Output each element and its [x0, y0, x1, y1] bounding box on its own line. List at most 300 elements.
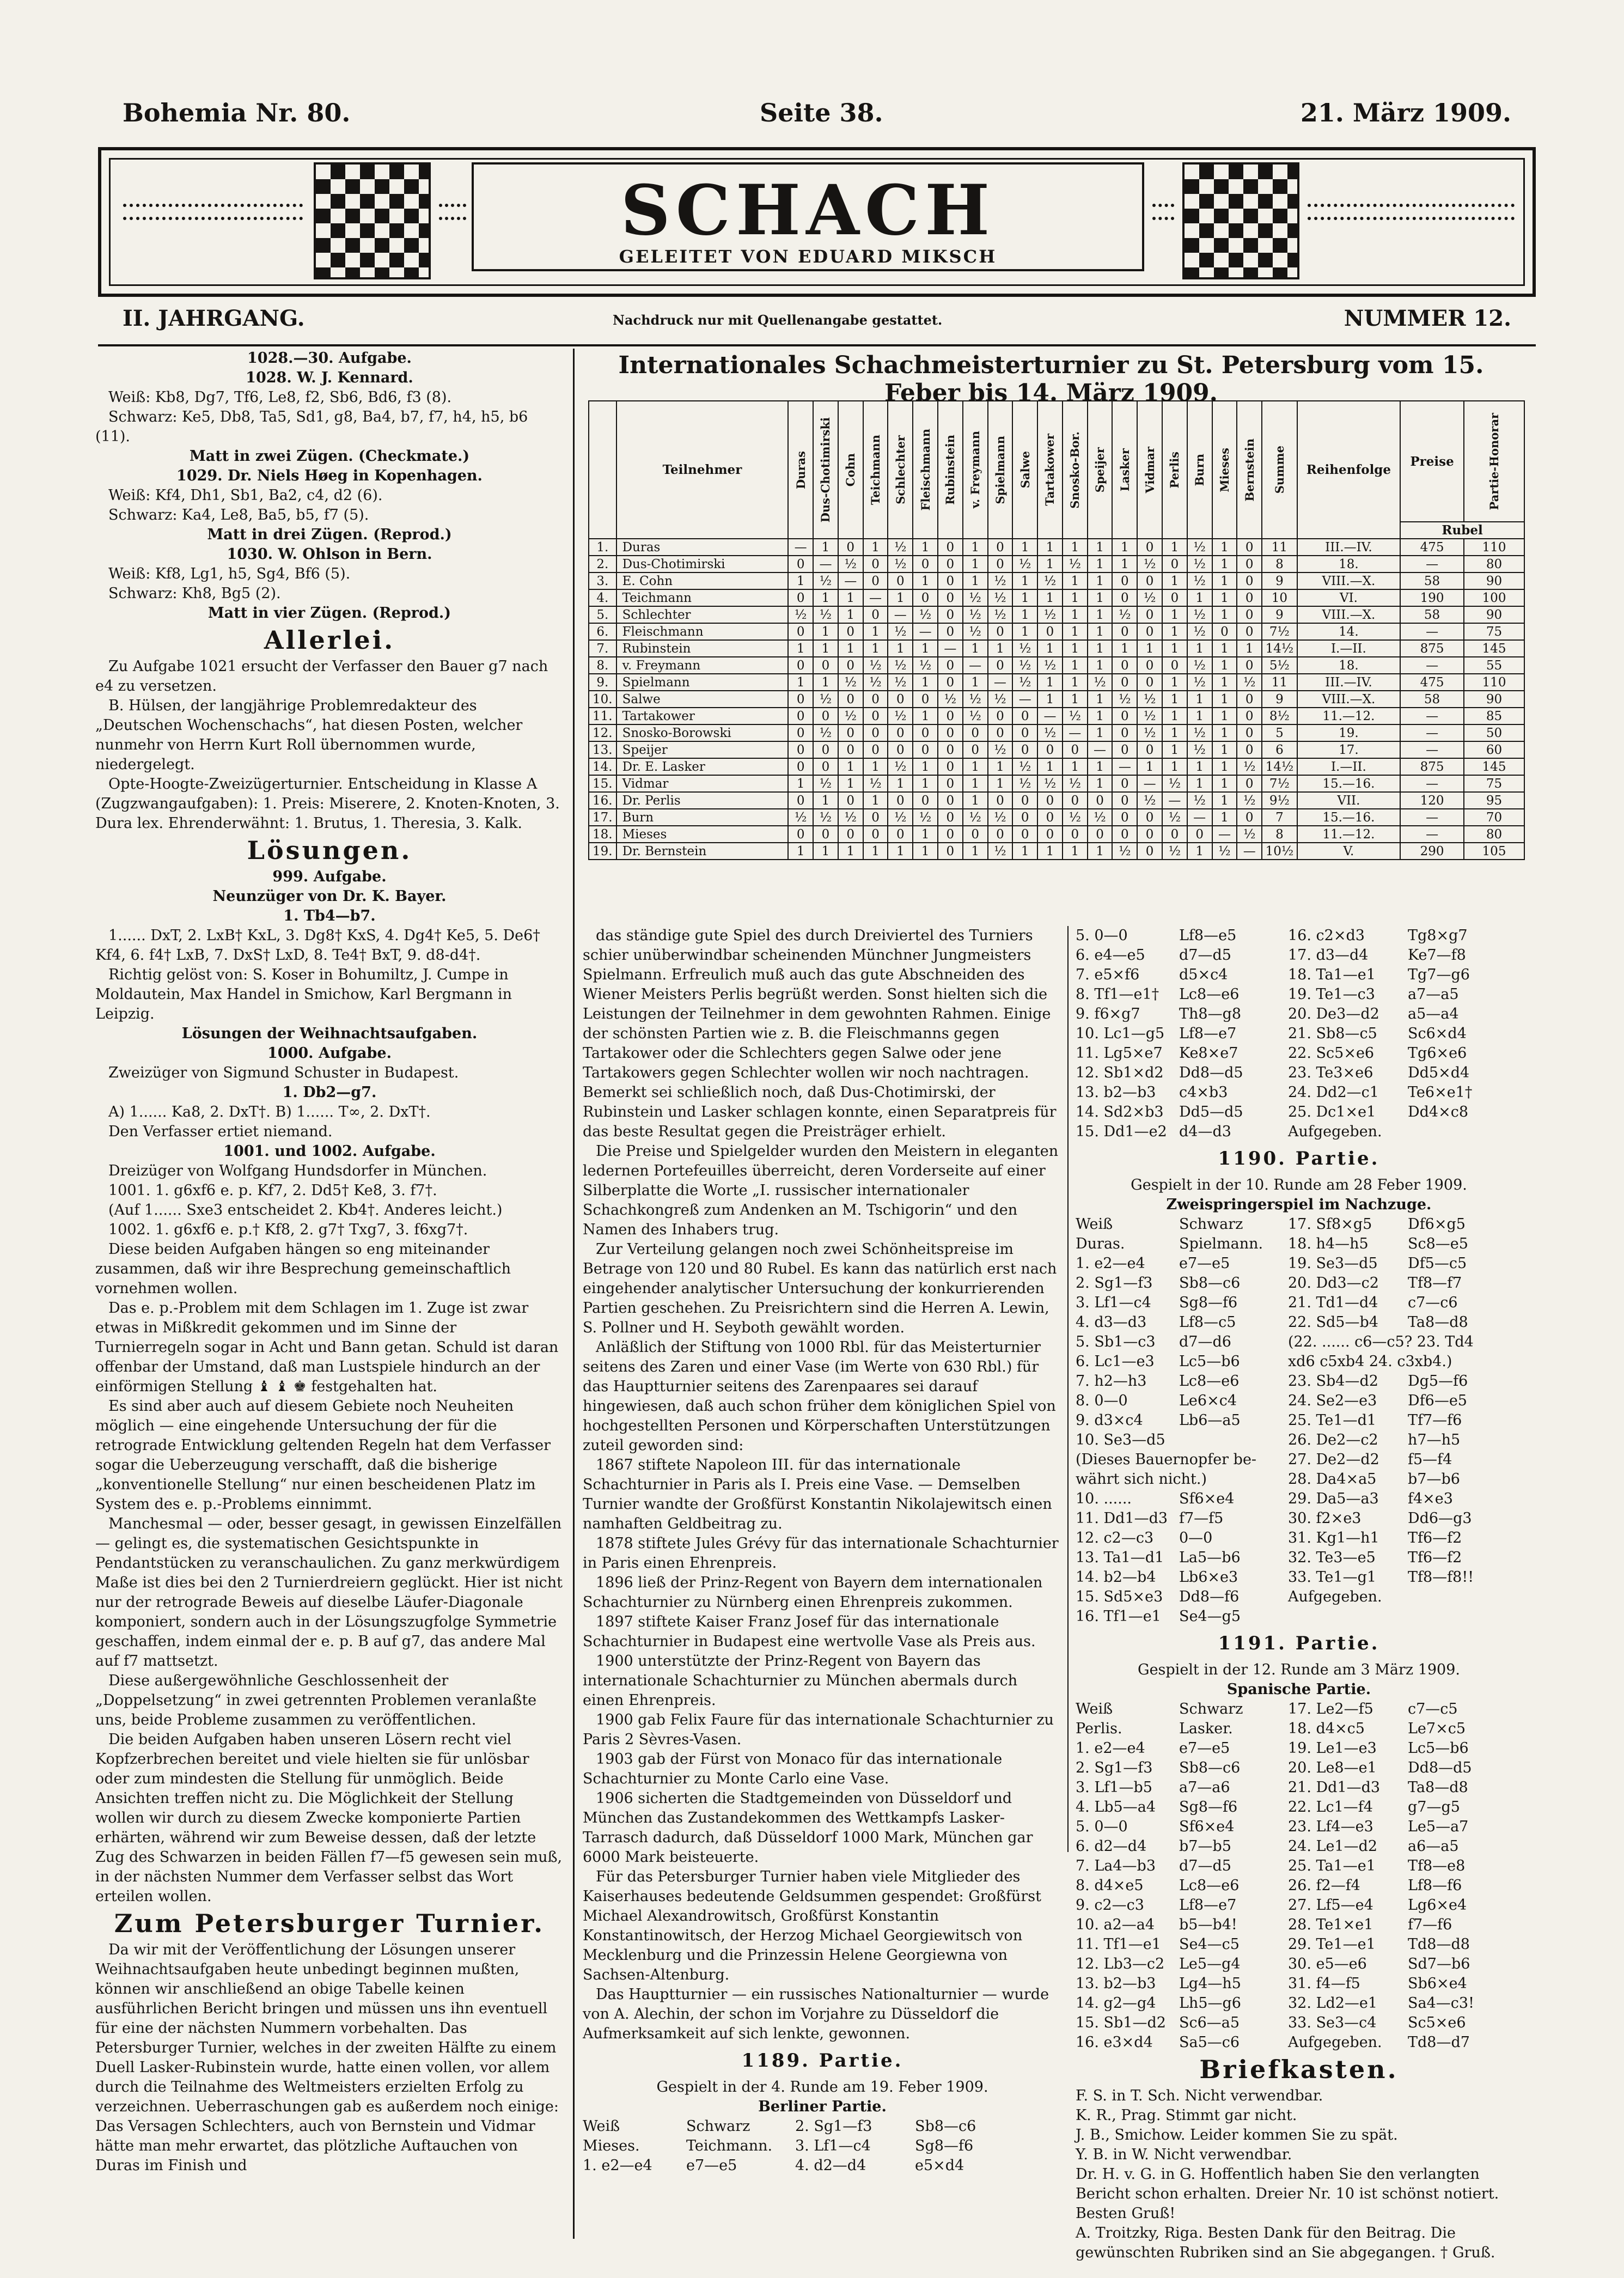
crosstable-honor: 70: [1464, 809, 1524, 826]
crosstable-row: [589, 657, 1524, 674]
crosstable-score: 0: [1012, 708, 1037, 724]
move-cell: h7—h5: [1408, 1432, 1461, 1448]
move-cell: 1. e2—e4: [583, 2157, 652, 2174]
move-cell: 23. Lf4—e3: [1288, 1818, 1373, 1835]
move-cell: Dd6—g3: [1408, 1510, 1472, 1527]
crosstable-column-label: Schlechter: [893, 435, 907, 504]
crosstable-score: 1: [1063, 572, 1088, 589]
crosstable-score: 1: [888, 775, 913, 792]
move-cell: Sc6—a5: [1179, 2014, 1240, 2031]
move-cell: 3. Lf1—c4: [1076, 1294, 1151, 1311]
move-cell: 11. Lg5×e7: [1076, 1045, 1163, 1062]
move-cell: Lf8—e5: [1179, 927, 1237, 944]
move-cell: 29. Da5—a3: [1288, 1490, 1379, 1507]
crosstable-score: 0: [1112, 708, 1137, 724]
section-heading: Lösungen.: [247, 836, 412, 865]
crosstable-score: 0: [1037, 623, 1063, 640]
crosstable-score: ½: [1162, 843, 1187, 860]
crosstable-score: 1: [1088, 691, 1113, 708]
crosstable-score: 0: [1063, 792, 1088, 809]
paragraph: Weiß: Kf8, Lg1, h5, Sg4, Bf6 (5).: [108, 565, 351, 582]
crosstable-sum: 5: [1262, 724, 1297, 741]
move-row: [1076, 1024, 1522, 1044]
crosstable-prize: —: [1400, 741, 1464, 758]
crosstable-score: 1: [913, 539, 938, 556]
move-row: [1076, 946, 1522, 965]
crosstable-score: 1: [1212, 741, 1237, 758]
crosstable-score: 0: [788, 758, 813, 775]
crosstable-score: 0: [1237, 724, 1262, 741]
move-row: [1076, 1004, 1522, 1024]
move-cell: [1288, 1607, 1408, 1627]
crosstable-score: —: [1088, 741, 1113, 758]
move-cell: Schwarz: [686, 2118, 750, 2135]
crosstable-row-number: 12.: [589, 724, 616, 741]
section-heading: 1030. W. Ohlson in Bern.: [227, 546, 432, 563]
crosstable-score: 1: [963, 775, 988, 792]
crosstable-player-name: Mieses: [616, 826, 789, 843]
crosstable-score: 0: [938, 606, 963, 623]
move-cell: Mieses.: [583, 2137, 640, 2154]
move-cell: Sg8—f6: [1179, 1294, 1238, 1311]
move-cell: Aufgegeben.: [1288, 2034, 1382, 2051]
crosstable-row: [589, 826, 1524, 843]
crosstable-score: 0: [1112, 792, 1137, 809]
crosstable-score: 0: [1237, 691, 1262, 708]
move-cell: Weiß: [1076, 1216, 1113, 1233]
move-cell: 27. De2—d2: [1288, 1451, 1379, 1468]
crosstable-score: 1: [1037, 674, 1063, 691]
crosstable-score: 1: [813, 843, 838, 860]
crosstable-row-number: 17.: [589, 809, 616, 826]
crosstable-score: 1: [1088, 589, 1113, 606]
paragraph: Dreizüger von Wolfgang Hundsdorfer in München.: [108, 1162, 487, 1179]
crosstable-score: 0: [863, 691, 888, 708]
crosstable-score: 1: [1037, 539, 1063, 556]
move-cell: 20. Le8—e1: [1288, 1759, 1377, 1776]
move-cell: 3. Lf1—c4: [795, 2137, 871, 2154]
move-cell: 1. e2—e4: [1076, 1255, 1145, 1272]
move-cell: Tf8—f8!!: [1408, 1569, 1474, 1586]
running-head-left: Bohemia Nr. 80.: [123, 98, 351, 127]
move-cell: 17. Le2—f5: [1288, 1701, 1373, 1717]
crosstable-prize: —: [1400, 556, 1464, 572]
move-cell: 10. Lc1—g5: [1076, 1025, 1165, 1042]
crosstable-rank: 18.: [1297, 556, 1400, 572]
move-row: [1076, 1739, 1522, 1758]
move-cell: 5. 0—0: [1076, 927, 1128, 944]
crosstable-score: 1: [1212, 758, 1237, 775]
crosstable-score: 1: [913, 674, 938, 691]
crosstable-score: 0: [1137, 623, 1162, 640]
crosstable-sum: 10: [1262, 589, 1297, 606]
crosstable-score: 1: [1088, 640, 1113, 657]
move-cell: 4. d3—d3: [1076, 1314, 1147, 1331]
move-cell: 15. Sd5×e3: [1076, 1588, 1163, 1605]
crosstable-score: ½: [1137, 792, 1162, 809]
crosstable-sum: 14½: [1262, 758, 1297, 775]
move-row: [1076, 1935, 1522, 1954]
crosstable-score: 0: [813, 741, 838, 758]
crosstable-score: ½: [1137, 691, 1162, 708]
move-cell: Sc8—e5: [1408, 1235, 1468, 1252]
crosstable-score: 0: [1037, 809, 1063, 826]
crosstable-score: 0: [938, 556, 963, 572]
move-cell: Lh5—g6: [1179, 1995, 1241, 2012]
crosstable-prize: 120: [1400, 792, 1464, 809]
crosstable-honor: 110: [1464, 674, 1524, 691]
section-heading: Zum Petersburger Turnier.: [114, 1909, 545, 1938]
crosstable-score: 0: [1237, 556, 1262, 572]
crosstable-prize: 58: [1400, 691, 1464, 708]
crosstable-rank: VIII.—X.: [1297, 606, 1400, 623]
checkerboard-ornament-left: [314, 162, 431, 279]
move-cell: 5. 0—0: [1076, 1818, 1128, 1835]
move-cell: [1179, 1470, 1288, 1489]
crosstable-score: 1: [788, 775, 813, 792]
crosstable-sum: 9½: [1262, 792, 1297, 809]
crosstable-score: ½: [838, 708, 863, 724]
crosstable-rank: 11.—12.: [1297, 826, 1400, 843]
move-row: [1076, 926, 1522, 946]
crosstable-player-name: E. Cohn: [616, 572, 789, 589]
crosstable-column-header: [888, 401, 913, 539]
move-row: [1076, 1568, 1522, 1587]
crosstable-header-sum: [1262, 401, 1297, 539]
move-cell: 0—0: [1179, 1530, 1213, 1546]
crosstable-score: 1: [1187, 775, 1212, 792]
crosstable-score: ½: [1187, 792, 1212, 809]
crosstable-score: 1: [1088, 758, 1113, 775]
move-cell: Sa5—c6: [1179, 2034, 1240, 2051]
crosstable-row-number: 7.: [589, 640, 616, 657]
crosstable-score: 0: [888, 826, 913, 843]
crosstable-score: 1: [1063, 606, 1088, 623]
crosstable-score: 0: [1012, 741, 1037, 758]
move-cell: 13. b2—b3: [1076, 1975, 1156, 1992]
crosstable-score: ½: [1012, 775, 1037, 792]
crosstable-row: [589, 589, 1524, 606]
move-cell: Lf8—f6: [1408, 1877, 1462, 1894]
crosstable-score: 1: [1212, 708, 1237, 724]
crosstable-row-number: 2.: [589, 556, 616, 572]
crosstable-score: 1: [863, 792, 888, 809]
crosstable-column-header: [1063, 401, 1088, 539]
crosstable-score: 0: [913, 724, 938, 741]
move-row: [1076, 1856, 1522, 1876]
crosstable-score: ½: [1012, 758, 1037, 775]
crosstable-score: 0: [788, 792, 813, 809]
crosstable-score: 0: [1237, 606, 1262, 623]
crosstable-column-header: [1012, 401, 1037, 539]
crosstable-column-label: Bernstein: [1242, 438, 1256, 502]
move-row: [1076, 1103, 1522, 1122]
section-heading: 1000. Aufgabe.: [267, 1045, 392, 1062]
crosstable-score: ½: [788, 809, 813, 826]
crosstable-score: 0: [1162, 826, 1187, 843]
crosstable-score: 0: [913, 589, 938, 606]
crosstable-score: 0: [938, 809, 963, 826]
crosstable-score: ½: [1112, 691, 1137, 708]
crosstable-score: ½: [888, 623, 913, 640]
crosstable-player-name: Rubinstein: [616, 640, 789, 657]
move-cell: Sb8—c6: [915, 2118, 976, 2135]
move-cell: Ta8—d8: [1408, 1314, 1468, 1331]
crosstable-score: 1: [1212, 657, 1237, 674]
crosstable-score: 0: [938, 775, 963, 792]
crosstable-row-number: 15.: [589, 775, 616, 792]
crosstable-score: 0: [938, 674, 963, 691]
move-cell: Ke7—f8: [1408, 947, 1466, 964]
game-info: Gespielt in der 4. Runde am 19. Feber 1909.: [656, 2079, 988, 2096]
crosstable-score: 0: [863, 741, 888, 758]
crosstable-score: 1: [1212, 556, 1237, 572]
crosstable-sum: 9: [1262, 691, 1297, 708]
move-cell: 11. Tf1—e1: [1076, 1936, 1161, 1953]
move-cell: a7—a5: [1408, 986, 1459, 1003]
crosstable-score: 1: [813, 640, 838, 657]
move-cell: 23. Sb4—d2: [1288, 1373, 1378, 1390]
crosstable-sum: 7½: [1262, 775, 1297, 792]
crosstable-column-label: Vidmar: [1143, 446, 1157, 494]
move-cell: xd6 c5xb4 24. c3xb4.): [1288, 1353, 1452, 1370]
crosstable-score: ½: [988, 691, 1013, 708]
crosstable-player-name: Duras: [616, 539, 789, 556]
move-cell: f5—f4: [1408, 1451, 1452, 1468]
crosstable-player-name: Burn: [616, 809, 789, 826]
crosstable-score: 1: [1037, 589, 1063, 606]
crosstable-score: 1: [963, 843, 988, 860]
crosstable-score: 1: [813, 623, 838, 640]
crosstable-rank: 15.—16.: [1297, 809, 1400, 826]
crosstable-score: 0: [1137, 741, 1162, 758]
crosstable-score: 1: [1162, 674, 1187, 691]
crosstable-honor: 145: [1464, 758, 1524, 775]
section-heading: 1. Tb4—b7.: [283, 907, 376, 924]
move-cell: 5. Sb1—c3: [1076, 1333, 1156, 1350]
crosstable-score: 0: [1112, 674, 1137, 691]
move-row: [1076, 1700, 1522, 1719]
crosstable-row-number: 9.: [589, 674, 616, 691]
move-cell: Sb6×e4: [1408, 1975, 1467, 1992]
crosstable-row: [589, 539, 1524, 556]
crosstable-score: 0: [838, 741, 863, 758]
move-cell: 6. d2—d4: [1076, 1838, 1147, 1855]
crosstable-score: 1: [838, 843, 863, 860]
crosstable-honor-label: Partie-Honorar: [1487, 412, 1501, 510]
crosstable-score: 0: [863, 708, 888, 724]
crosstable-score: 1: [1162, 623, 1187, 640]
crosstable-player-name: Spielmann: [616, 674, 789, 691]
crosstable-row: [589, 623, 1524, 640]
move-row: [1076, 1450, 1522, 1470]
crosstable-score: 1: [1212, 539, 1237, 556]
crosstable-score: 1: [838, 758, 863, 775]
crosstable-score: 1: [1187, 640, 1212, 657]
crosstable-score: 1: [913, 708, 938, 724]
crosstable-row: [589, 843, 1524, 860]
crosstable-score: ½: [1187, 674, 1212, 691]
game-title: 1189. Partie.: [741, 2050, 903, 2072]
crosstable-score: ½: [1187, 556, 1212, 572]
crosstable-score: ½: [863, 775, 888, 792]
crosstable-score: 0: [788, 826, 813, 843]
crosstable-score: 0: [1237, 623, 1262, 640]
crosstable: [588, 400, 1525, 860]
crosstable-row: [589, 640, 1524, 657]
crosstable-score: 0: [1112, 623, 1137, 640]
paragraph: Schwarz: Ke5, Db8, Ta5, Sd1, g8, Ba4, b7, f7, h4, h5, b6 (11).: [95, 409, 528, 445]
crosstable-score: ½: [963, 691, 988, 708]
crosstable-honor: 60: [1464, 741, 1524, 758]
crosstable-player-name: Dr. E. Lasker: [616, 758, 789, 775]
crosstable-score: 1: [1187, 708, 1212, 724]
crosstable-score: ½: [1187, 623, 1212, 640]
crosstable-column-label: Salwe: [1018, 451, 1032, 489]
move-cell: Dd5×d4: [1408, 1064, 1470, 1081]
move-cell: d7—d6: [1179, 1333, 1231, 1350]
crosstable-score: 1: [1187, 691, 1212, 708]
dotted-ornament: [439, 204, 466, 220]
crosstable-score: ½: [1237, 826, 1262, 843]
crosstable-score: 0: [938, 539, 963, 556]
move-cell: Aufgegeben.: [1288, 1123, 1382, 1140]
move-row: [1076, 965, 1522, 985]
crosstable-score: 1: [1112, 640, 1137, 657]
move-cell: Tf8—f7: [1408, 1275, 1462, 1292]
move-cell: 27. Lf5—e4: [1288, 1897, 1373, 1914]
move-cell: 28. Da4×a5: [1288, 1471, 1377, 1488]
paragraph: Weiß: Kb8, Dg7, Tf6, Le8, f2, Sb6, Bd6, f3 (8).: [108, 389, 452, 406]
crosstable-score: 1: [863, 758, 888, 775]
crosstable-score: ½: [963, 606, 988, 623]
crosstable-score: 1: [838, 640, 863, 657]
crosstable-score: 1: [1162, 708, 1187, 724]
crosstable-honor: 90: [1464, 691, 1524, 708]
crosstable-score: 1: [1037, 556, 1063, 572]
crosstable-honor: 80: [1464, 826, 1524, 843]
paragraph: Anläßlich der Stiftung von 1000 Rbl. für das Meisterturnier seitens des Zaren und einer Vase (im Werte von 630 Rbl.) für das Hauptturnier seitens des Zarenpaares sei darauf hingewiesen, daß auch schon früher dem königlichen Spiel von hochgestellten Personen und Körperschaften Unterstützungen zuteil geworden sind:: [583, 1339, 1056, 1454]
crosstable-sum: 8: [1262, 556, 1297, 572]
move-cell: 10. ......: [1076, 1490, 1132, 1507]
crosstable-score: 0: [1037, 826, 1063, 843]
crosstable-score: ½: [813, 809, 838, 826]
section-heading: 1028.—30. Aufgabe.: [247, 350, 412, 367]
crosstable-score: 0: [788, 741, 813, 758]
paragraph: Das e. p.-Problem mit dem Schlagen im 1. Zuge ist zwar etwas in Mißkredit gekommen und im Sinne der Turnierregeln sogar in Acht und Bann getan. Schuld ist daran offenbar der Umstand, daß man Lustspiele hindurch an der einförmigen Stellung ♝ ♝ ♚ festgehalten hat.: [95, 1300, 559, 1395]
move-cell: Lc8—e6: [1179, 986, 1240, 1003]
crosstable-score: 1: [863, 640, 888, 657]
crosstable-score: 0: [988, 826, 1013, 843]
crosstable-column-label: Tartakower: [1043, 434, 1057, 506]
crosstable-rank: I.—II.: [1297, 640, 1400, 657]
crosstable-header-currency: Rubel: [1400, 522, 1524, 539]
move-cell: d4—d3: [1179, 1123, 1231, 1140]
move-cell: Lf8—c5: [1179, 1314, 1236, 1331]
crosstable-player-name: Dr. Perlis: [616, 792, 789, 809]
crosstable-score: 1: [1162, 758, 1187, 775]
crosstable-score: 0: [1137, 539, 1162, 556]
game-info: Gespielt in der 10. Runde am 28 Feber 1909.: [1131, 1177, 1467, 1193]
crosstable-score: 1: [863, 539, 888, 556]
move-cell: 30. e5—e6: [1288, 1956, 1367, 1972]
game-opening: Berliner Partie.: [758, 2098, 887, 2115]
move-cell: 19. Se3—d5: [1288, 1255, 1378, 1272]
crosstable-row-number: 4.: [589, 589, 616, 606]
crosstable-score: 0: [1237, 741, 1262, 758]
move-cell: g7—g5: [1408, 1799, 1460, 1816]
paragraph: 1867 stiftete Napoleon III. für das internationale Schachturnier in Paris als I. Preis eine Vase. — Demselben Turnier wandte der Großfürst Konstantin Nikolajewitsch einen namhaften Geldbeitrag zu.: [583, 1457, 1052, 1532]
move-cell: Tf6—f2: [1408, 1549, 1462, 1566]
move-cell: 16. c2×d3: [1288, 927, 1365, 944]
crosstable-score: ½: [1112, 843, 1137, 860]
crosstable-score: 0: [1112, 572, 1137, 589]
crosstable-score: ½: [938, 691, 963, 708]
crosstable-score: 0: [1012, 724, 1037, 741]
column-divider: [573, 349, 575, 2239]
move-cell: Dd8—d5: [1179, 1064, 1243, 1081]
move-row: [1076, 1719, 1522, 1739]
crosstable-score: 0: [938, 623, 963, 640]
move-cell: Weiß: [1076, 1701, 1113, 1717]
crosstable-honor: 100: [1464, 589, 1524, 606]
running-head-right: 21. März 1909.: [1300, 98, 1511, 127]
paragraph: (Auf 1...... Sxe3 entscheidet 2. Kb4†. Anderes leicht.): [108, 1202, 503, 1219]
crosstable-score: 1: [988, 758, 1013, 775]
move-cell: Sg8—f6: [915, 2137, 974, 2154]
crosstable-score: ½: [913, 606, 938, 623]
crosstable-score: 0: [1112, 826, 1137, 843]
crosstable-score: 0: [888, 724, 913, 741]
crosstable-score: ½: [888, 674, 913, 691]
crosstable-score: ½: [1012, 674, 1037, 691]
games-column: [1076, 926, 1522, 2261]
paragraph: 1...... DxT, 2. LxB† KxL, 3. Dg8† KxS, 4. Dg4† Ke5, 5. De6† Kf4, 6. f4† LxB, 7. DxS† LxD, 8. Te4† BxT, 9. d8-d4†.: [95, 927, 540, 964]
move-cell: 21. Sb8—c5: [1288, 1025, 1377, 1042]
crosstable-score: ½: [1212, 843, 1237, 860]
crosstable-score: 1: [1088, 606, 1113, 623]
crosstable-score: ½: [838, 809, 863, 826]
move-cell: 3. Lf1—b5: [1076, 1779, 1152, 1796]
crosstable-score: 0: [888, 792, 913, 809]
crosstable-score: 0: [1162, 657, 1187, 674]
crosstable-sum: 9: [1262, 572, 1297, 589]
crosstable-score: 0: [813, 708, 838, 724]
crosstable-score: 1: [788, 674, 813, 691]
move-cell: 22. Sd5—b4: [1288, 1314, 1378, 1331]
crosstable-row-number: 18.: [589, 826, 616, 843]
crosstable-score: 0: [1063, 826, 1088, 843]
briefkasten-item: F. S. in T. Sch. Nicht verwendbar.: [1076, 2087, 1323, 2104]
move-cell: [1408, 1122, 1506, 1142]
crosstable-column-header: [788, 401, 813, 539]
move-cell: 23. Te3×e6: [1288, 1064, 1373, 1081]
crosstable-score: ½: [838, 674, 863, 691]
move-cell: Df6×g5: [1408, 1216, 1466, 1233]
move-row: [1076, 1254, 1522, 1274]
crosstable-score: 0: [1037, 741, 1063, 758]
crosstable-column-label: Perlis: [1168, 451, 1182, 489]
move-cell: [1408, 1352, 1506, 1372]
move-cell: Sa4—c3!: [1408, 1995, 1474, 2012]
crosstable-score: ½: [988, 572, 1013, 589]
move-cell: 17. Sf8×g5: [1288, 1216, 1372, 1233]
crosstable-player-name: Salwe: [616, 691, 789, 708]
crosstable-score: 0: [813, 758, 838, 775]
briefkasten-item: K. R., Prag. Stimmt gar nicht.: [1076, 2107, 1297, 2124]
move-row: [583, 2117, 1062, 2136]
crosstable-player-name: v. Freymann: [616, 657, 789, 674]
